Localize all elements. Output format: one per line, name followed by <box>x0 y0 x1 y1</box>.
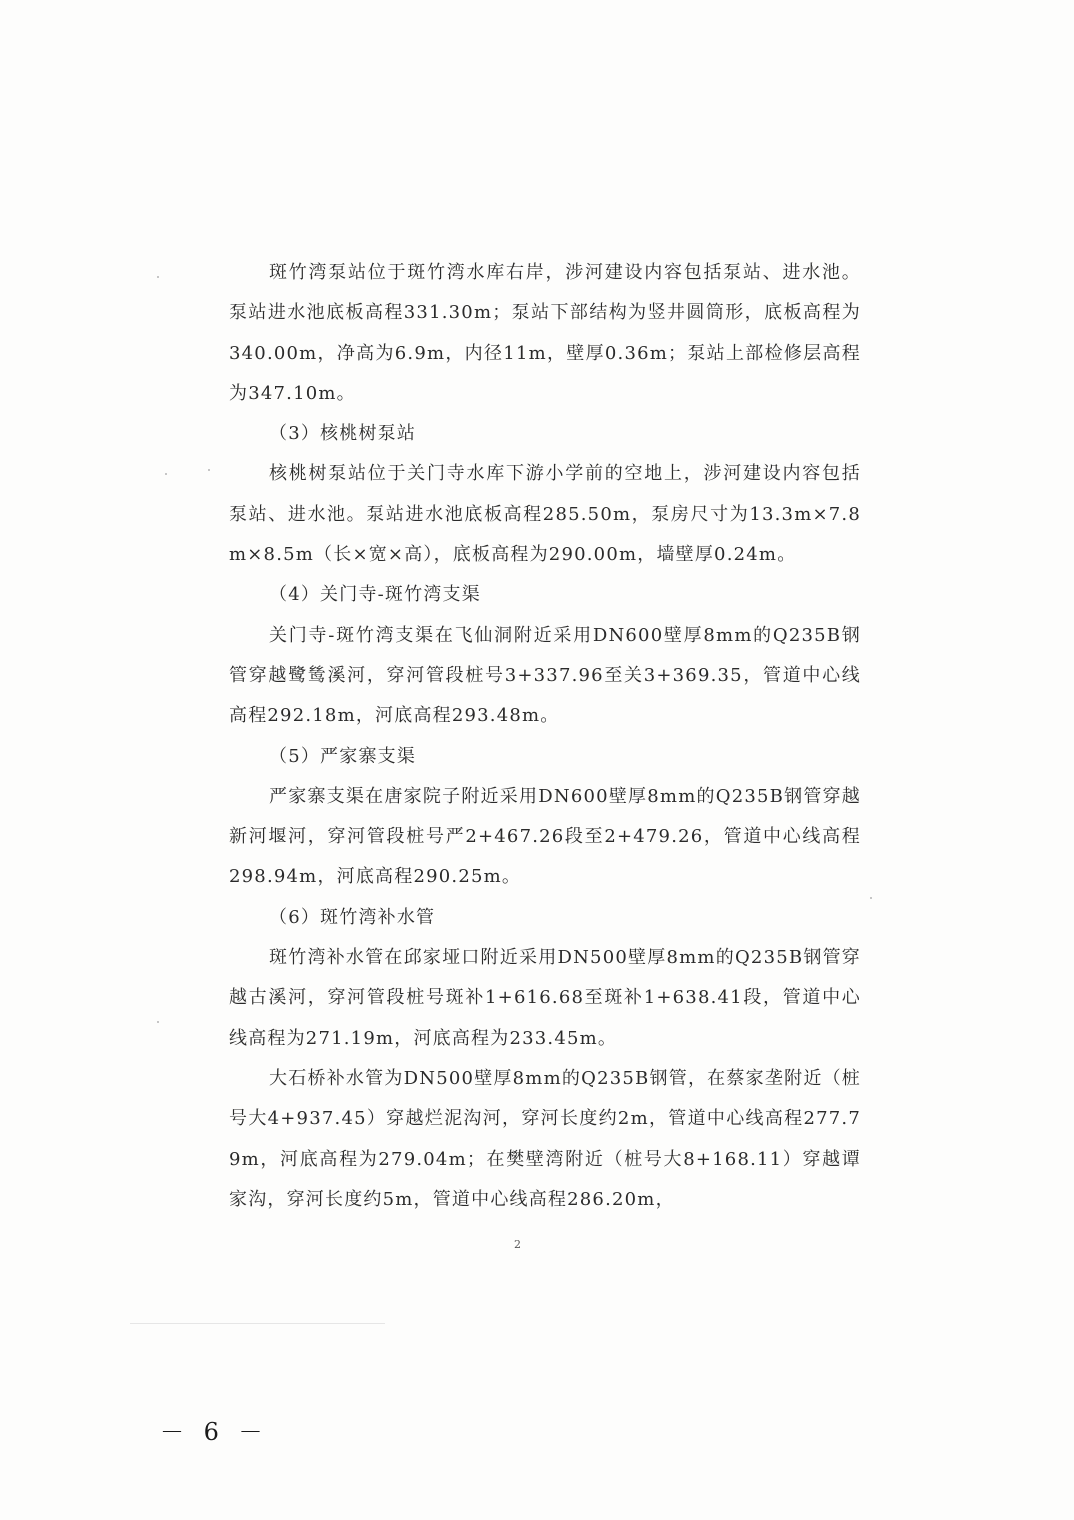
paragraph-banzhuwan-pump-station: 斑竹湾泵站位于斑竹湾水库右岸，涉河建设内容包括泵站、进水池。泵站进水池底板高程331.30m；泵站下部结构为竖井圆筒形，底板高程为340.00m，净高为6.9m，内径11m，壁厚0.36m；泵站上部检修层高程为347.10m。 <box>229 262 861 404</box>
paragraph-hetaoshu-pump-station: 核桃树泵站位于关门寺水库下游小学前的空地上，涉河建设内容包括泵站、进水池。泵站进水池底板高程285.50m，泵房尺寸为13.3m×7.8m×8.5m（长×宽×高），底板高程为290.00m，墙壁厚0.24m。 <box>229 463 861 566</box>
scan-speck <box>208 469 210 471</box>
paragraph-banzhuwan-water-pipe: 斑竹湾补水管在邱家垭口附近采用DN500壁厚8mm的Q235B钢管穿越古溪河，穿河管段桩号斑补1+616.68至斑补1+638.41段，管道中心线高程为271.19m，河底高程为233.45m。 <box>229 947 861 1049</box>
scan-speck <box>165 473 167 475</box>
heading-hetaoshu-pump-station: （3）核桃树泵站 <box>269 423 417 445</box>
scan-speck <box>157 276 159 278</box>
body-text <box>229 253 861 1220</box>
inner-page-number: 2 <box>514 1238 521 1251</box>
scan-speck <box>870 897 872 899</box>
scan-speck <box>157 1021 159 1023</box>
heading-banzhuwan-water-pipe: （6）斑竹湾补水管 <box>269 906 436 928</box>
paragraph-yanjiazhai-branch-canal: 严家寨支渠在唐家院子附近采用DN600壁厚8mm的Q235B钢管穿越新河堰河，穿河管段桩号严2+467.26段至2+479.26，管道中心线高程298.94m，河底高程290.25m。 <box>229 785 861 888</box>
heading-guanmensi-branch-canal: （4）关门寺-斑竹湾支渠 <box>269 584 481 606</box>
footnote-divider <box>130 1323 385 1324</box>
paragraph-dashiqiao-water-pipe: 大石桥补水管为DN500壁厚8mm的Q235B钢管，在蔡家垄附近（桩号大4+937.45）穿越烂泥沟河，穿河长度约2m，管道中心线高程277.79m，河底高程为279.04m；在樊壁湾附近（桩号大8+168.11）穿越谭家沟，穿河长度约5m，管道中心线高程286.20m， <box>229 1067 861 1210</box>
paragraph-guanmensi-branch-canal: 关门寺-斑竹湾支渠在飞仙洞附近采用DN600壁厚8mm的Q235B钢管穿越鹭鸶溪河，穿河管段桩号3+337.96至关3+369.35，管道中心线高程292.18m，河底高程293.48m。 <box>229 624 861 727</box>
page-number: － 6 － <box>160 1418 269 1446</box>
heading-yanjiazhai-branch-canal: （5）严家寨支渠 <box>269 745 417 767</box>
